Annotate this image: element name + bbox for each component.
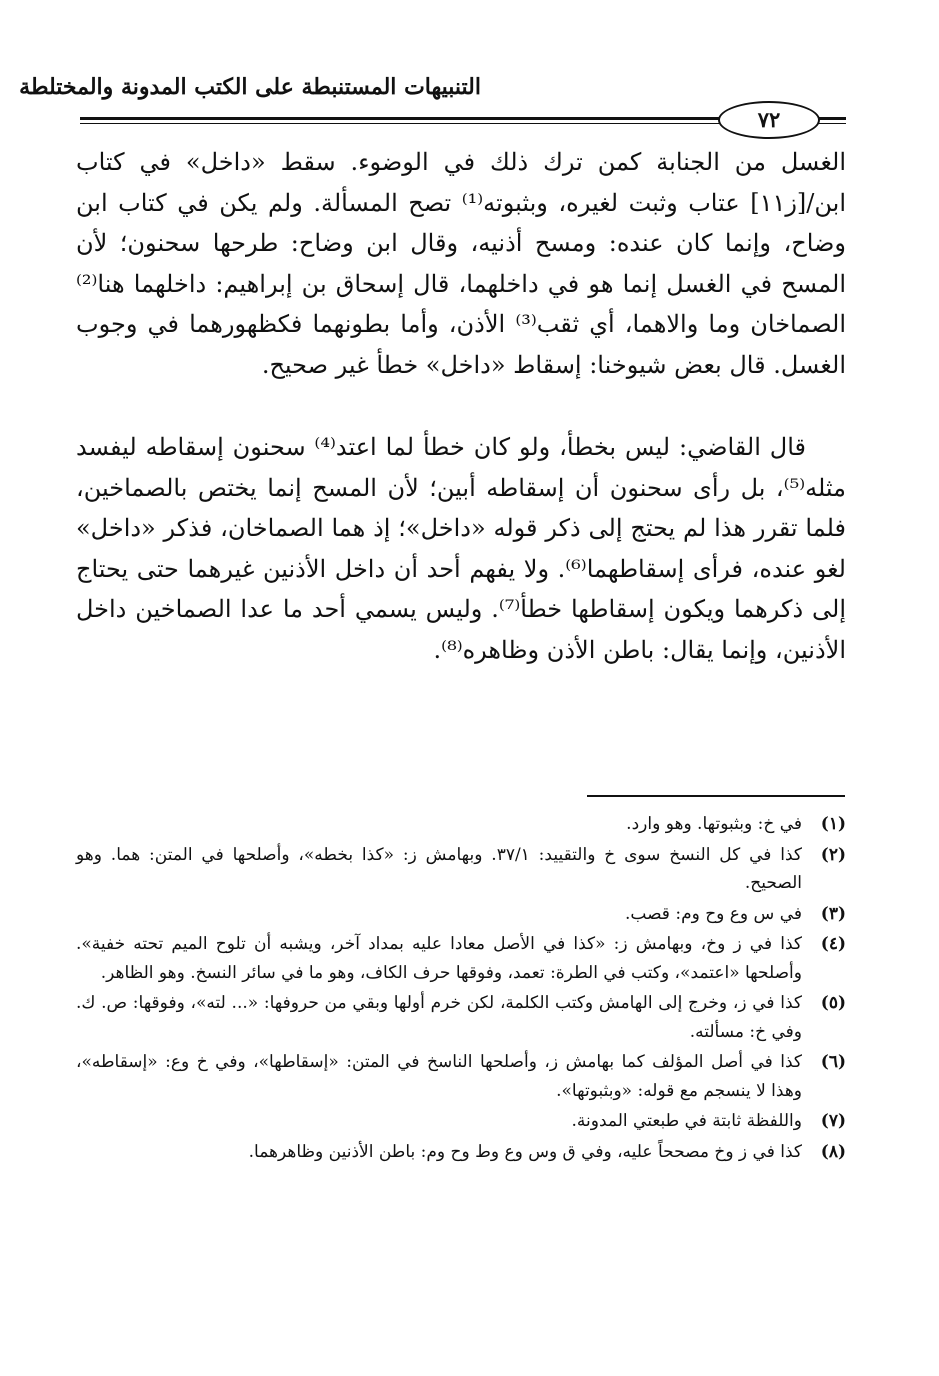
footnote-text: كذا في أصل المؤلف كما بهامش ز، وأصلحها الناسخ في المتن: «إسقاطها»، وفي خ وع: «إسقاطه»، وهذا لا ينسجم مع قوله: «وبثبوتها».: [76, 1052, 802, 1101]
page-number-badge: ٧٢: [718, 101, 820, 139]
footnote-text: واللفظة ثابتة في طبعتي المدونة.: [571, 1111, 802, 1131]
footnote-number: (٨): [820, 1141, 846, 1162]
footnote-6: [76, 1048, 846, 1105]
footnotes: [76, 810, 846, 1168]
footnote-number: (٤): [820, 934, 846, 954]
paragraph-2: قال القاضي: ليس بخطأ، ولو كان خطأ لما اعتد⁽⁴⁾ سحنون إسقاطه ليفسد مثله⁽⁵⁾، بل رأى سحنون أن إسقاطه أبين؛ لأن المسح إنما يختص بالصماخين، فلما تقرر هذا لم يحتج إلى ذكر قوله «داخل»؛ إذ هما الصماخان، فذكر «داخل» لغو عنده، فرأى إسقاطهما⁽⁶⁾. ولا يفهم أحد أن داخل الأذنين غيرهما حتى يحتاج إلى ذكرهما ويكون إسقاطها خطأ⁽⁷⁾. وليس يسمي أحد ما عدا الصماخين داخل الأذنين، وإنما يقال: باطن الأذن وظاهره⁽⁸⁾.: [76, 433, 846, 664]
footnote-5: [76, 989, 846, 1046]
footnote-number: (٧): [820, 1111, 846, 1131]
footnote-text: كذا في كل النسخ سوى خ والتقييد: ٣٧/١. وبهامش ز: «كذا بخطه»، وأصلحها في المتن: هما. وهو الصحيح.: [76, 844, 803, 893]
footnote-number: (٣): [820, 903, 846, 924]
paragraph-1: الغسل من الجنابة كمن ترك ذلك في الوضوء. سقط «داخل» في كتاب ابن/[ز١١] عتاب وثبت لغيره، وبثبوته⁽¹⁾ تصح المسألة. ولم يكن في كتاب ابن وضاح، وإنما كان عنده: ومسح أذنيه، وقال ابن وضاح: طرحها سحنون؛ لأن المسح في الغسل إنما هو في داخلهما، قال إسحاق بن إبراهيم: داخلهما هنا⁽²⁾ الصماخان وما والاهما، أي ثقب⁽³⁾ الأذن، وأما بطونهما فكظهورهما في وجوب الغسل. قال بعض شيوخنا: إسقاط «داخل» خطأ غير صحيح.: [76, 148, 847, 379]
footnote-number: (٢): [820, 844, 846, 865]
footnote-text: كذا في ز، وخرج إلى الهامش وكتب الكلمة، لكن خرم أولها وبقي من حروفها: «... لته»، وفوقها: ص. ك. وفي خ: مسألته.: [76, 993, 802, 1042]
footnote-text: في س وع وح وم: قصب.: [624, 903, 802, 924]
running-header-title: التنبيهات المستنبطة على الكتب المدونة والمختلطة: [19, 74, 481, 100]
main-text: [76, 142, 846, 670]
footnote-1: [76, 810, 846, 839]
footnote-8: [76, 1138, 846, 1167]
footnote-3: [76, 900, 846, 929]
footnote-number: (١): [820, 814, 846, 834]
footnote-number: (٦): [820, 1052, 846, 1072]
footnote-text: كذا في ز وخ مصححاً عليه، وفي ق وس وع وط وح وم: باطن الأذنين وظاهرهما.: [248, 1141, 802, 1162]
footnote-2: [76, 841, 846, 898]
footnote-text: كذا في ز وخ، وبهامش ز: «كذا في الأصل معادا عليه بمداد آخر، ويشبه أن تلوح الميم تحته خفية». وأصلحها «اعتمد»، وكتب في الطرة: تعمد، وفوقها حرف الكاف، وهو ما في سائر النسخ. وهو الظاهر.: [76, 934, 802, 983]
footnote-4: [76, 930, 846, 987]
footnote-text: في خ: وبثبوتها. وهو وارد.: [626, 814, 802, 834]
footnote-separator: [587, 795, 845, 797]
footnote-number: (٥): [820, 993, 846, 1013]
paragraph-spacer: [76, 385, 846, 427]
footnote-7: [76, 1107, 846, 1136]
